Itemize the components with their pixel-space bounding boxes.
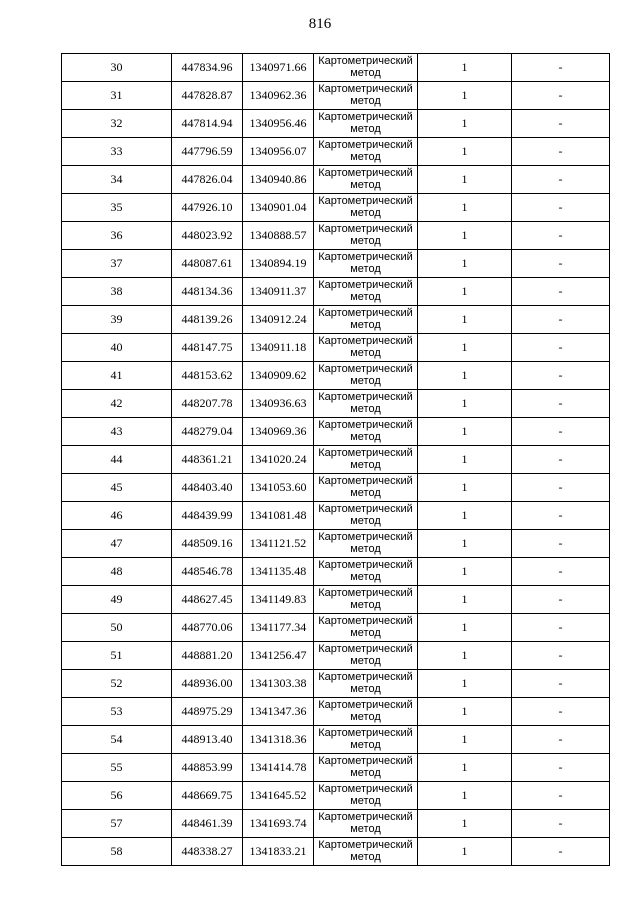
- x-coordinate-cell: 448403.40: [172, 474, 243, 502]
- point-number-cell: 38: [62, 278, 172, 306]
- table-row: [62, 642, 610, 670]
- value-cell: 1: [418, 306, 512, 334]
- method-cell: Картометрический метод: [314, 166, 418, 194]
- x-coordinate-cell: 448509.16: [172, 530, 243, 558]
- note-cell: -: [512, 586, 610, 614]
- x-coordinate-cell: 448770.06: [172, 614, 243, 642]
- point-number-cell: 36: [62, 222, 172, 250]
- y-coordinate-cell: 1340956.46: [243, 110, 314, 138]
- x-coordinate-cell: 447796.59: [172, 138, 243, 166]
- value-cell: 1: [418, 838, 512, 866]
- table-row: [62, 54, 610, 82]
- note-cell: -: [512, 726, 610, 754]
- table-row: [62, 586, 610, 614]
- y-coordinate-cell: 1341318.36: [243, 726, 314, 754]
- method-cell: Картометрический метод: [314, 474, 418, 502]
- method-cell: Картометрический метод: [314, 754, 418, 782]
- note-cell: -: [512, 558, 610, 586]
- x-coordinate-cell: 448936.00: [172, 670, 243, 698]
- table-row: [62, 670, 610, 698]
- note-cell: -: [512, 390, 610, 418]
- note-cell: -: [512, 474, 610, 502]
- page-number: 816: [308, 16, 332, 32]
- y-coordinate-cell: 1340971.66: [243, 54, 314, 82]
- point-number-cell: 57: [62, 810, 172, 838]
- method-cell: Картометрический метод: [314, 222, 418, 250]
- value-cell: 1: [418, 614, 512, 642]
- method-cell: Картометрический метод: [314, 782, 418, 810]
- y-coordinate-cell: 1340894.19: [243, 250, 314, 278]
- table-row: [62, 250, 610, 278]
- method-cell: Картометрический метод: [314, 362, 418, 390]
- method-cell: Картометрический метод: [314, 194, 418, 222]
- note-cell: -: [512, 306, 610, 334]
- table-row: [62, 614, 610, 642]
- method-cell: Картометрический метод: [314, 250, 418, 278]
- note-cell: -: [512, 642, 610, 670]
- point-number-cell: 46: [62, 502, 172, 530]
- value-cell: 1: [418, 502, 512, 530]
- y-coordinate-cell: 1340901.04: [243, 194, 314, 222]
- point-number-cell: 45: [62, 474, 172, 502]
- x-coordinate-cell: 448338.27: [172, 838, 243, 866]
- value-cell: 1: [418, 810, 512, 838]
- value-cell: 1: [418, 362, 512, 390]
- y-coordinate-cell: 1341833.21: [243, 838, 314, 866]
- point-number-cell: 50: [62, 614, 172, 642]
- coordinates-table: [61, 53, 610, 866]
- table-row: [62, 278, 610, 306]
- x-coordinate-cell: 448913.40: [172, 726, 243, 754]
- y-coordinate-cell: 1341414.78: [243, 754, 314, 782]
- method-cell: Картометрический метод: [314, 502, 418, 530]
- table-row: [62, 362, 610, 390]
- y-coordinate-cell: 1340936.63: [243, 390, 314, 418]
- note-cell: -: [512, 418, 610, 446]
- value-cell: 1: [418, 418, 512, 446]
- table-row: [62, 334, 610, 362]
- x-coordinate-cell: 448087.61: [172, 250, 243, 278]
- value-cell: 1: [418, 698, 512, 726]
- note-cell: -: [512, 502, 610, 530]
- method-cell: Картометрический метод: [314, 54, 418, 82]
- method-cell: Картометрический метод: [314, 278, 418, 306]
- value-cell: 1: [418, 586, 512, 614]
- note-cell: -: [512, 54, 610, 82]
- value-cell: 1: [418, 726, 512, 754]
- method-cell: Картометрический метод: [314, 138, 418, 166]
- x-coordinate-cell: 447834.96: [172, 54, 243, 82]
- method-cell: Картометрический метод: [314, 110, 418, 138]
- method-cell: Картометрический метод: [314, 558, 418, 586]
- method-cell: Картометрический метод: [314, 446, 418, 474]
- table-row: [62, 390, 610, 418]
- point-number-cell: 56: [62, 782, 172, 810]
- method-cell: Картометрический метод: [314, 642, 418, 670]
- note-cell: -: [512, 446, 610, 474]
- value-cell: 1: [418, 82, 512, 110]
- x-coordinate-cell: 447926.10: [172, 194, 243, 222]
- x-coordinate-cell: 448361.21: [172, 446, 243, 474]
- point-number-cell: 51: [62, 642, 172, 670]
- y-coordinate-cell: 1341693.74: [243, 810, 314, 838]
- x-coordinate-cell: 448279.04: [172, 418, 243, 446]
- value-cell: 1: [418, 222, 512, 250]
- y-coordinate-cell: 1340888.57: [243, 222, 314, 250]
- point-number-cell: 30: [62, 54, 172, 82]
- method-cell: Картометрический метод: [314, 334, 418, 362]
- y-coordinate-cell: 1341645.52: [243, 782, 314, 810]
- point-number-cell: 49: [62, 586, 172, 614]
- value-cell: 1: [418, 278, 512, 306]
- x-coordinate-cell: 448627.45: [172, 586, 243, 614]
- point-number-cell: 42: [62, 390, 172, 418]
- table-row: [62, 558, 610, 586]
- note-cell: -: [512, 810, 610, 838]
- table-row: [62, 194, 610, 222]
- y-coordinate-cell: 1341053.60: [243, 474, 314, 502]
- method-cell: Картометрический метод: [314, 810, 418, 838]
- note-cell: -: [512, 614, 610, 642]
- y-coordinate-cell: 1341149.83: [243, 586, 314, 614]
- point-number-cell: 48: [62, 558, 172, 586]
- value-cell: 1: [418, 782, 512, 810]
- value-cell: 1: [418, 138, 512, 166]
- y-coordinate-cell: 1341135.48: [243, 558, 314, 586]
- x-coordinate-cell: 448153.62: [172, 362, 243, 390]
- table-row: [62, 502, 610, 530]
- value-cell: 1: [418, 474, 512, 502]
- value-cell: 1: [418, 670, 512, 698]
- y-coordinate-cell: 1340911.18: [243, 334, 314, 362]
- note-cell: -: [512, 110, 610, 138]
- note-cell: -: [512, 698, 610, 726]
- table-row: [62, 446, 610, 474]
- value-cell: 1: [418, 194, 512, 222]
- x-coordinate-cell: 448881.20: [172, 642, 243, 670]
- point-number-cell: 55: [62, 754, 172, 782]
- table-row: [62, 138, 610, 166]
- y-coordinate-cell: 1340909.62: [243, 362, 314, 390]
- table-row: [62, 82, 610, 110]
- value-cell: 1: [418, 334, 512, 362]
- y-coordinate-cell: 1341347.36: [243, 698, 314, 726]
- note-cell: -: [512, 782, 610, 810]
- coordinates-table-body: [62, 54, 610, 866]
- note-cell: -: [512, 194, 610, 222]
- table-row: [62, 698, 610, 726]
- y-coordinate-cell: 1340969.36: [243, 418, 314, 446]
- table-row: [62, 306, 610, 334]
- point-number-cell: 35: [62, 194, 172, 222]
- method-cell: Картометрический метод: [314, 614, 418, 642]
- table-row: [62, 166, 610, 194]
- x-coordinate-cell: 448546.78: [172, 558, 243, 586]
- note-cell: -: [512, 530, 610, 558]
- table-row: [62, 838, 610, 866]
- note-cell: -: [512, 82, 610, 110]
- method-cell: Картометрический метод: [314, 306, 418, 334]
- point-number-cell: 41: [62, 362, 172, 390]
- value-cell: 1: [418, 446, 512, 474]
- table-row: [62, 726, 610, 754]
- y-coordinate-cell: 1340912.24: [243, 306, 314, 334]
- table-row: [62, 530, 610, 558]
- note-cell: -: [512, 222, 610, 250]
- point-number-cell: 43: [62, 418, 172, 446]
- note-cell: -: [512, 754, 610, 782]
- value-cell: 1: [418, 250, 512, 278]
- value-cell: 1: [418, 54, 512, 82]
- table-row: [62, 110, 610, 138]
- method-cell: Картометрический метод: [314, 726, 418, 754]
- value-cell: 1: [418, 642, 512, 670]
- note-cell: -: [512, 838, 610, 866]
- table-row: [62, 754, 610, 782]
- point-number-cell: 32: [62, 110, 172, 138]
- value-cell: 1: [418, 390, 512, 418]
- point-number-cell: 33: [62, 138, 172, 166]
- x-coordinate-cell: 447826.04: [172, 166, 243, 194]
- point-number-cell: 52: [62, 670, 172, 698]
- x-coordinate-cell: 448975.29: [172, 698, 243, 726]
- point-number-cell: 47: [62, 530, 172, 558]
- value-cell: 1: [418, 558, 512, 586]
- point-number-cell: 39: [62, 306, 172, 334]
- x-coordinate-cell: 448669.75: [172, 782, 243, 810]
- y-coordinate-cell: 1341256.47: [243, 642, 314, 670]
- point-number-cell: 54: [62, 726, 172, 754]
- method-cell: Картометрический метод: [314, 586, 418, 614]
- y-coordinate-cell: 1341303.38: [243, 670, 314, 698]
- note-cell: -: [512, 250, 610, 278]
- note-cell: -: [512, 166, 610, 194]
- x-coordinate-cell: 448461.39: [172, 810, 243, 838]
- table-row: [62, 782, 610, 810]
- y-coordinate-cell: 1340911.37: [243, 278, 314, 306]
- method-cell: Картометрический метод: [314, 838, 418, 866]
- x-coordinate-cell: 448134.36: [172, 278, 243, 306]
- note-cell: -: [512, 362, 610, 390]
- value-cell: 1: [418, 110, 512, 138]
- note-cell: -: [512, 138, 610, 166]
- table-row: [62, 418, 610, 446]
- point-number-cell: 31: [62, 82, 172, 110]
- value-cell: 1: [418, 530, 512, 558]
- method-cell: Картометрический метод: [314, 670, 418, 698]
- x-coordinate-cell: 448147.75: [172, 334, 243, 362]
- point-number-cell: 58: [62, 838, 172, 866]
- y-coordinate-cell: 1341081.48: [243, 502, 314, 530]
- point-number-cell: 44: [62, 446, 172, 474]
- method-cell: Картометрический метод: [314, 390, 418, 418]
- y-coordinate-cell: 1340962.36: [243, 82, 314, 110]
- y-coordinate-cell: 1341177.34: [243, 614, 314, 642]
- method-cell: Картометрический метод: [314, 530, 418, 558]
- point-number-cell: 40: [62, 334, 172, 362]
- note-cell: -: [512, 334, 610, 362]
- x-coordinate-cell: 448023.92: [172, 222, 243, 250]
- point-number-cell: 34: [62, 166, 172, 194]
- x-coordinate-cell: 448439.99: [172, 502, 243, 530]
- y-coordinate-cell: 1341121.52: [243, 530, 314, 558]
- y-coordinate-cell: 1341020.24: [243, 446, 314, 474]
- note-cell: -: [512, 278, 610, 306]
- method-cell: Картометрический метод: [314, 82, 418, 110]
- point-number-cell: 37: [62, 250, 172, 278]
- x-coordinate-cell: 447814.94: [172, 110, 243, 138]
- table-row: [62, 222, 610, 250]
- value-cell: 1: [418, 166, 512, 194]
- x-coordinate-cell: 448207.78: [172, 390, 243, 418]
- x-coordinate-cell: 448853.99: [172, 754, 243, 782]
- point-number-cell: 53: [62, 698, 172, 726]
- y-coordinate-cell: 1340956.07: [243, 138, 314, 166]
- x-coordinate-cell: 448139.26: [172, 306, 243, 334]
- method-cell: Картометрический метод: [314, 698, 418, 726]
- value-cell: 1: [418, 754, 512, 782]
- table-row: [62, 810, 610, 838]
- y-coordinate-cell: 1340940.86: [243, 166, 314, 194]
- note-cell: -: [512, 670, 610, 698]
- method-cell: Картометрический метод: [314, 418, 418, 446]
- x-coordinate-cell: 447828.87: [172, 82, 243, 110]
- table-row: [62, 474, 610, 502]
